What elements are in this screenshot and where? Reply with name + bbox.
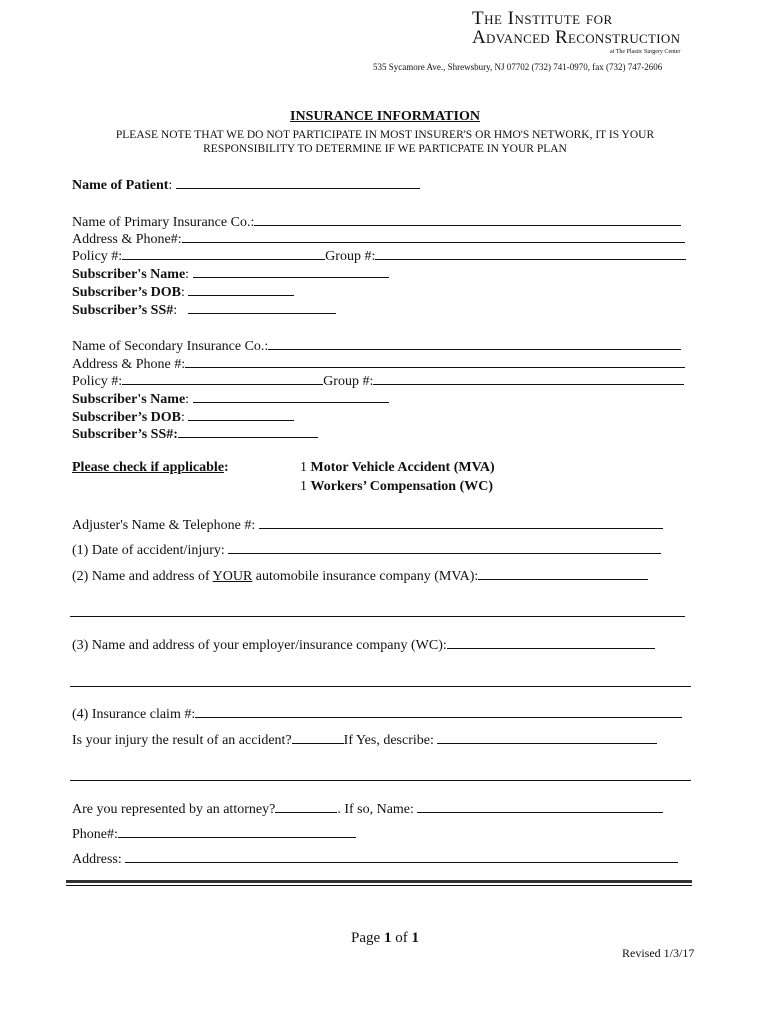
secondary-subscriber-name-row: Subscriber's Name: — [72, 389, 389, 408]
primary-subscriber-name-field[interactable] — [193, 264, 389, 278]
form-title: INSURANCE INFORMATION — [290, 109, 480, 124]
primary-policy-field[interactable] — [122, 246, 325, 260]
secondary-policy-row — [72, 371, 684, 390]
injury-answer-field[interactable] — [292, 730, 344, 744]
accident-date-row — [72, 540, 661, 559]
adjuster-label: Adjuster's Name & Telephone #: — [72, 518, 256, 533]
secondary-subscriber-ss-label: Subscriber’s SS#: — [72, 427, 178, 442]
attorney-phone-label: Phone#: — [72, 827, 118, 842]
employer-line-2[interactable] — [70, 686, 691, 687]
primary-subscriber-ss-row: Subscriber’s SS#: — [72, 300, 336, 319]
revision-date: Revised 1/3/17 — [622, 946, 695, 960]
logo-line-2: Advanced Reconstruction — [472, 27, 681, 48]
attorney-phone-row — [72, 824, 356, 843]
injury-describe-field[interactable] — [437, 730, 657, 744]
primary-subscriber-name-label: Subscriber's Name — [72, 267, 186, 282]
practice-address: 535 Sycamore Ave., Shrewsbury, NJ 07702 (732) 741-0970, fax (732) 747-2606 — [373, 62, 663, 72]
secondary-company-label: Name of Secondary Insurance Co.: — [72, 339, 269, 354]
primary-group-field[interactable] — [375, 246, 686, 260]
primary-subscriber-ss-field[interactable] — [188, 300, 336, 314]
attorney-name-field[interactable] — [417, 799, 663, 813]
injury-label: Is your injury the result of an accident? — [72, 733, 292, 748]
primary-policy-row — [72, 246, 686, 265]
claim-field[interactable] — [195, 704, 682, 718]
check-applicable-heading: Please check if applicable: — [72, 460, 229, 475]
attorney-address-row — [72, 849, 678, 868]
notice-line-2: RESPONSIBILITY TO DETERMINE IF WE PARTICPATE IN YOUR PLAN — [203, 143, 567, 155]
employer-label: (3) Name and address of your employer/insurance company (WC): — [72, 638, 447, 653]
wc-checkbox[interactable]: 1 — [300, 479, 307, 494]
injury-describe-label: If Yes, describe: — [343, 733, 434, 748]
page-current: 1 — [383, 930, 392, 946]
adjuster-row — [72, 515, 663, 534]
primary-subscriber-ss-label: Subscriber’s SS# — [72, 303, 174, 318]
mva-option-label: Motor Vehicle Accident (MVA) — [310, 460, 495, 475]
auto-insurance-emphasis: YOUR — [212, 569, 253, 584]
patient-name-field[interactable] — [176, 175, 420, 189]
primary-subscriber-dob-field[interactable] — [188, 282, 294, 296]
attorney-row — [72, 799, 663, 818]
page-prefix: Page — [351, 930, 381, 946]
attorney-phone-field[interactable] — [118, 824, 356, 838]
auto-insurance-row — [72, 566, 648, 585]
page-of: of — [395, 930, 408, 946]
employer-field[interactable] — [447, 635, 655, 649]
section-divider-bottom — [66, 885, 692, 886]
secondary-subscriber-name-field[interactable] — [193, 389, 389, 403]
primary-subscriber-dob-label: Subscriber’s DOB — [72, 285, 182, 300]
page-total: 1 — [411, 930, 419, 946]
attorney-name-label: . If so, Name: — [337, 802, 414, 817]
secondary-subscriber-dob-field[interactable] — [188, 407, 294, 421]
logo-subtitle: at The Plastic Surgery Center — [610, 49, 681, 55]
secondary-subscriber-ss-row — [72, 424, 318, 443]
secondary-subscriber-dob-row: Subscriber’s DOB: — [72, 407, 294, 426]
secondary-subscriber-name-label: Subscriber's Name — [72, 392, 186, 407]
adjuster-field[interactable] — [259, 515, 663, 529]
primary-subscriber-name-row: Subscriber's Name: — [72, 264, 389, 283]
primary-company-label: Name of Primary Insurance Co.: — [72, 215, 255, 230]
secondary-company-field[interactable] — [268, 336, 681, 350]
attorney-label: Are you represented by an attorney? — [72, 802, 276, 817]
secondary-address-field[interactable] — [185, 354, 685, 368]
page-number — [0, 930, 770, 947]
secondary-address-label: Address & Phone #: — [72, 357, 186, 372]
claim-label: (4) Insurance claim #: — [72, 707, 196, 722]
auto-insurance-field[interactable] — [478, 566, 648, 580]
secondary-group-label: Group #: — [323, 374, 374, 389]
wc-option[interactable] — [300, 479, 493, 495]
attorney-address-field[interactable] — [125, 849, 678, 863]
wc-option-label: Workers’ Compensation (WC) — [310, 479, 494, 494]
primary-group-label: Group #: — [325, 249, 376, 264]
primary-address-label: Address & Phone#: — [72, 232, 182, 247]
secondary-policy-label: Policy #: — [72, 374, 123, 389]
secondary-subscriber-ss-field[interactable] — [178, 424, 318, 438]
primary-address-field[interactable] — [182, 229, 685, 243]
secondary-group-field[interactable] — [373, 371, 684, 385]
employer-row — [72, 635, 655, 654]
accident-date-field[interactable] — [228, 540, 661, 554]
secondary-policy-field[interactable] — [122, 371, 323, 385]
primary-policy-label: Policy #: — [72, 249, 123, 264]
secondary-company-row — [72, 336, 681, 355]
accident-date-label: (1) Date of accident/injury: — [72, 543, 225, 558]
injury-line-2[interactable] — [70, 780, 691, 781]
patient-name-row: Name of Patient: — [72, 175, 420, 194]
secondary-subscriber-dob-label: Subscriber’s DOB — [72, 410, 182, 425]
attorney-address-label: Address: — [72, 852, 122, 867]
section-divider-top — [66, 880, 692, 883]
injury-row — [72, 730, 657, 749]
patient-name-label: Name of Patient — [72, 178, 169, 193]
notice-line-1: PLEASE NOTE THAT WE DO NOT PARTICIPATE IN MOST INSURER'S OR HMO'S NETWORK, IT IS YOUR — [115, 129, 655, 141]
auto-insurance-suffix: automobile insurance company (MVA): — [255, 569, 479, 584]
mva-checkbox[interactable]: 1 — [300, 460, 307, 475]
auto-insurance-prefix: (2) Name and address of — [72, 569, 210, 584]
primary-subscriber-dob-row: Subscriber’s DOB: — [72, 282, 294, 301]
auto-insurance-line-2[interactable] — [70, 616, 685, 617]
primary-company-field[interactable] — [254, 212, 681, 226]
attorney-answer-field[interactable] — [275, 799, 337, 813]
claim-row — [72, 704, 682, 723]
mva-option[interactable] — [300, 460, 495, 476]
logo-line-1: The Institute for — [472, 8, 613, 29]
check-applicable-label: Please check if applicable — [72, 460, 225, 475]
